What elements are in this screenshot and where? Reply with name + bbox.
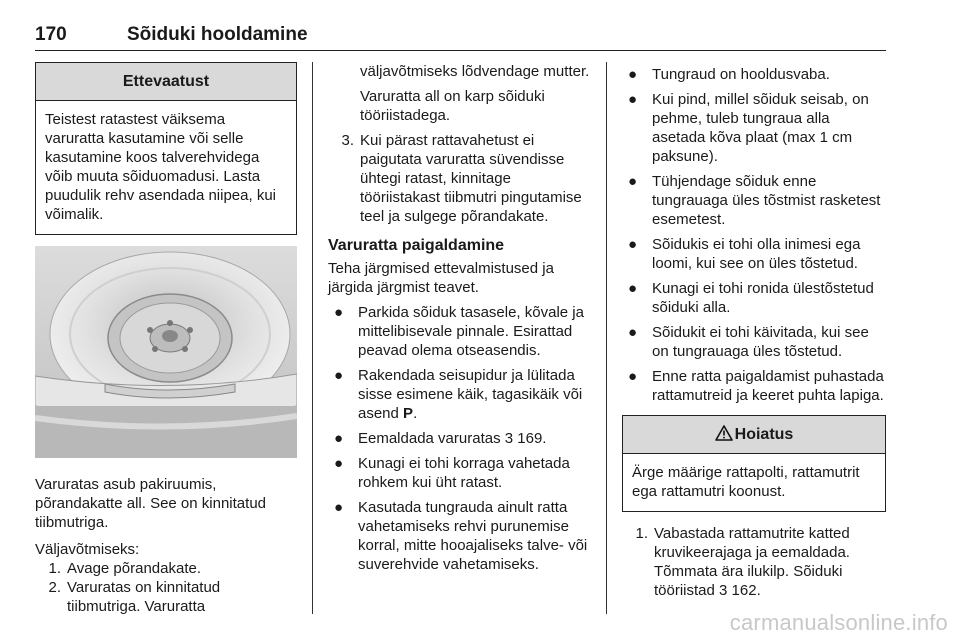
bullet-icon: ● [334,367,344,384]
bullet-icon: ● [628,368,638,385]
list-item [328,429,592,448]
list-item [622,323,886,361]
caution-body: Teistest ratastest väiksema varuratta kasutamine või selle kasutamine koos talverehvidega võib muuta sõiduomadusi. Lasta puudulik rehv asendada niipea, kui võimalik. [45,111,276,223]
bullet-icon: ● [628,280,638,297]
step-number: 3. [341,132,354,149]
list-item-text: Enne ratta paigaldamist puhastada rattamutreid ja keeret puhta lapiga. [652,368,884,404]
caution-title: Ettevaatust [36,63,296,101]
column-divider [312,62,313,614]
bullet-icon: ● [334,499,344,516]
warning-box [622,415,886,512]
list-item-text: Parkida sõiduk tasasele, kõvale ja mittelibisevale pinnale. Esirattad peavad olema otseasendis. [358,304,584,359]
page-header [35,20,886,51]
list-item [328,366,592,423]
step-text [654,524,886,600]
page-reference-link[interactable]: 3 169. [504,430,547,447]
list-item-text: Kui pind, millel sõiduk seisab, on pehme, tuleb tungraua alla asetada kõva plaat (max 1 cm paksune). [652,91,869,165]
section-title: Sõiduki hooldamine [127,24,308,45]
column-3 [622,62,886,600]
list-item-text: Tühjendage sõiduk enne tungrauaga üles tõstmist rasketest esemetest. [652,173,881,228]
warning-title: Hoiatus [734,426,794,443]
column-2 [328,62,592,574]
watermark: carmanualsonline.info [729,610,948,635]
list-item-text: Kasutada tungrauda ainult ratta vahetamiseks rehvi purunemise korral, mitte hooajaliseks talve- või suverehvide vahetamiseks. [358,499,588,573]
warning-header [623,416,885,454]
list-item-text: Tungraud on hooldusvaba. [652,66,830,83]
spare-wheel-photo [35,246,297,458]
list-item-text [358,366,592,423]
spare-wheel-image [35,246,297,458]
text-span: Eemaldada varuratas [358,430,505,447]
page-number: 170 [35,24,67,45]
list-item-text: Kunagi ei tohi ronida ülestõstetud sõiduki alla. [652,280,874,316]
caution-box [35,62,297,235]
list-item [328,303,592,360]
toolbox-note: Varuratta all on karp sõiduki tööriistadega. [360,88,545,124]
text-span: Rakendada seisupidur ja lülitada sisse esimene käik, tagasikäik või asend [358,367,583,422]
bullet-icon: ● [628,91,638,108]
list-item-text: Sõidukis ei tohi olla inimesi ega loomi, kui see on üles tõstetud. [652,236,861,272]
warning-body: Ärge määrige rattapolti, rattamutrit ega rattamutri koonust. [632,464,860,500]
step-1 [35,559,297,578]
step-2 [35,578,297,616]
list-item [622,279,886,317]
gear-position-p: P [403,405,414,422]
warning-triangle-icon [715,425,733,441]
bullet-icon: ● [628,236,638,253]
step-text: Avage põrandakate. [67,560,201,577]
list-item [328,498,592,574]
step-text: Kui pärast rattavahetust ei paigutata varuratta süvendisse ühtegi ratast, kinnitage tööriistakast tiibmutri pingutamise teel ja sulgege põrandakate. [360,132,582,225]
paragraph-removal: Väljavõtmiseks: [35,541,140,558]
bullet-icon: ● [334,455,344,472]
text-span: Vabastada rattamutrite katted kruvikeerajaga ja eemaldada. Tõmmata ära ilukilp. Sõiduki tööriistad [654,525,850,599]
list-item-text: Sõidukit ei tohi käivitada, kui see on tungrauaga üles tõstetud. [652,324,869,360]
list-item [622,367,886,405]
step-2-continued: väljavõtmiseks lõdvendage mutter. [360,63,590,80]
list-item [622,65,886,84]
text-span: . [413,405,418,422]
section-heading: Varuratta paigaldamine [328,237,505,254]
step-1 [622,524,886,600]
list-item [328,454,592,492]
list-item [622,235,886,273]
step-text: Varuratas on kinnitatud tiibmutriga. Varuratta [67,579,221,615]
page-reference-link[interactable]: 3 162. [719,582,761,599]
step-number: 1. [48,560,61,577]
paragraph-location: Varuratas asub pakiruumis, põrandakatte all. See on kinnitatud tiibmutriga. [35,476,266,531]
list-item [622,172,886,229]
bullet-icon: ● [334,430,344,447]
column-1 [35,62,297,616]
list-item [622,90,886,166]
bullet-icon: ● [628,173,638,190]
list-item-text: Kunagi ei tohi korraga vahetada rohkem kui üht ratast. [358,455,570,491]
bullet-icon: ● [628,324,638,341]
step-number: 1. [635,525,648,542]
bullet-icon: ● [334,304,344,321]
step-number: 2. [48,579,61,596]
column-divider [606,62,607,614]
list-item-text [358,429,592,448]
intro-paragraph: Teha järgmised ettevalmistused ja järgida järgmist teavet. [328,260,554,296]
step-3 [328,131,592,226]
bullet-icon: ● [628,66,638,83]
